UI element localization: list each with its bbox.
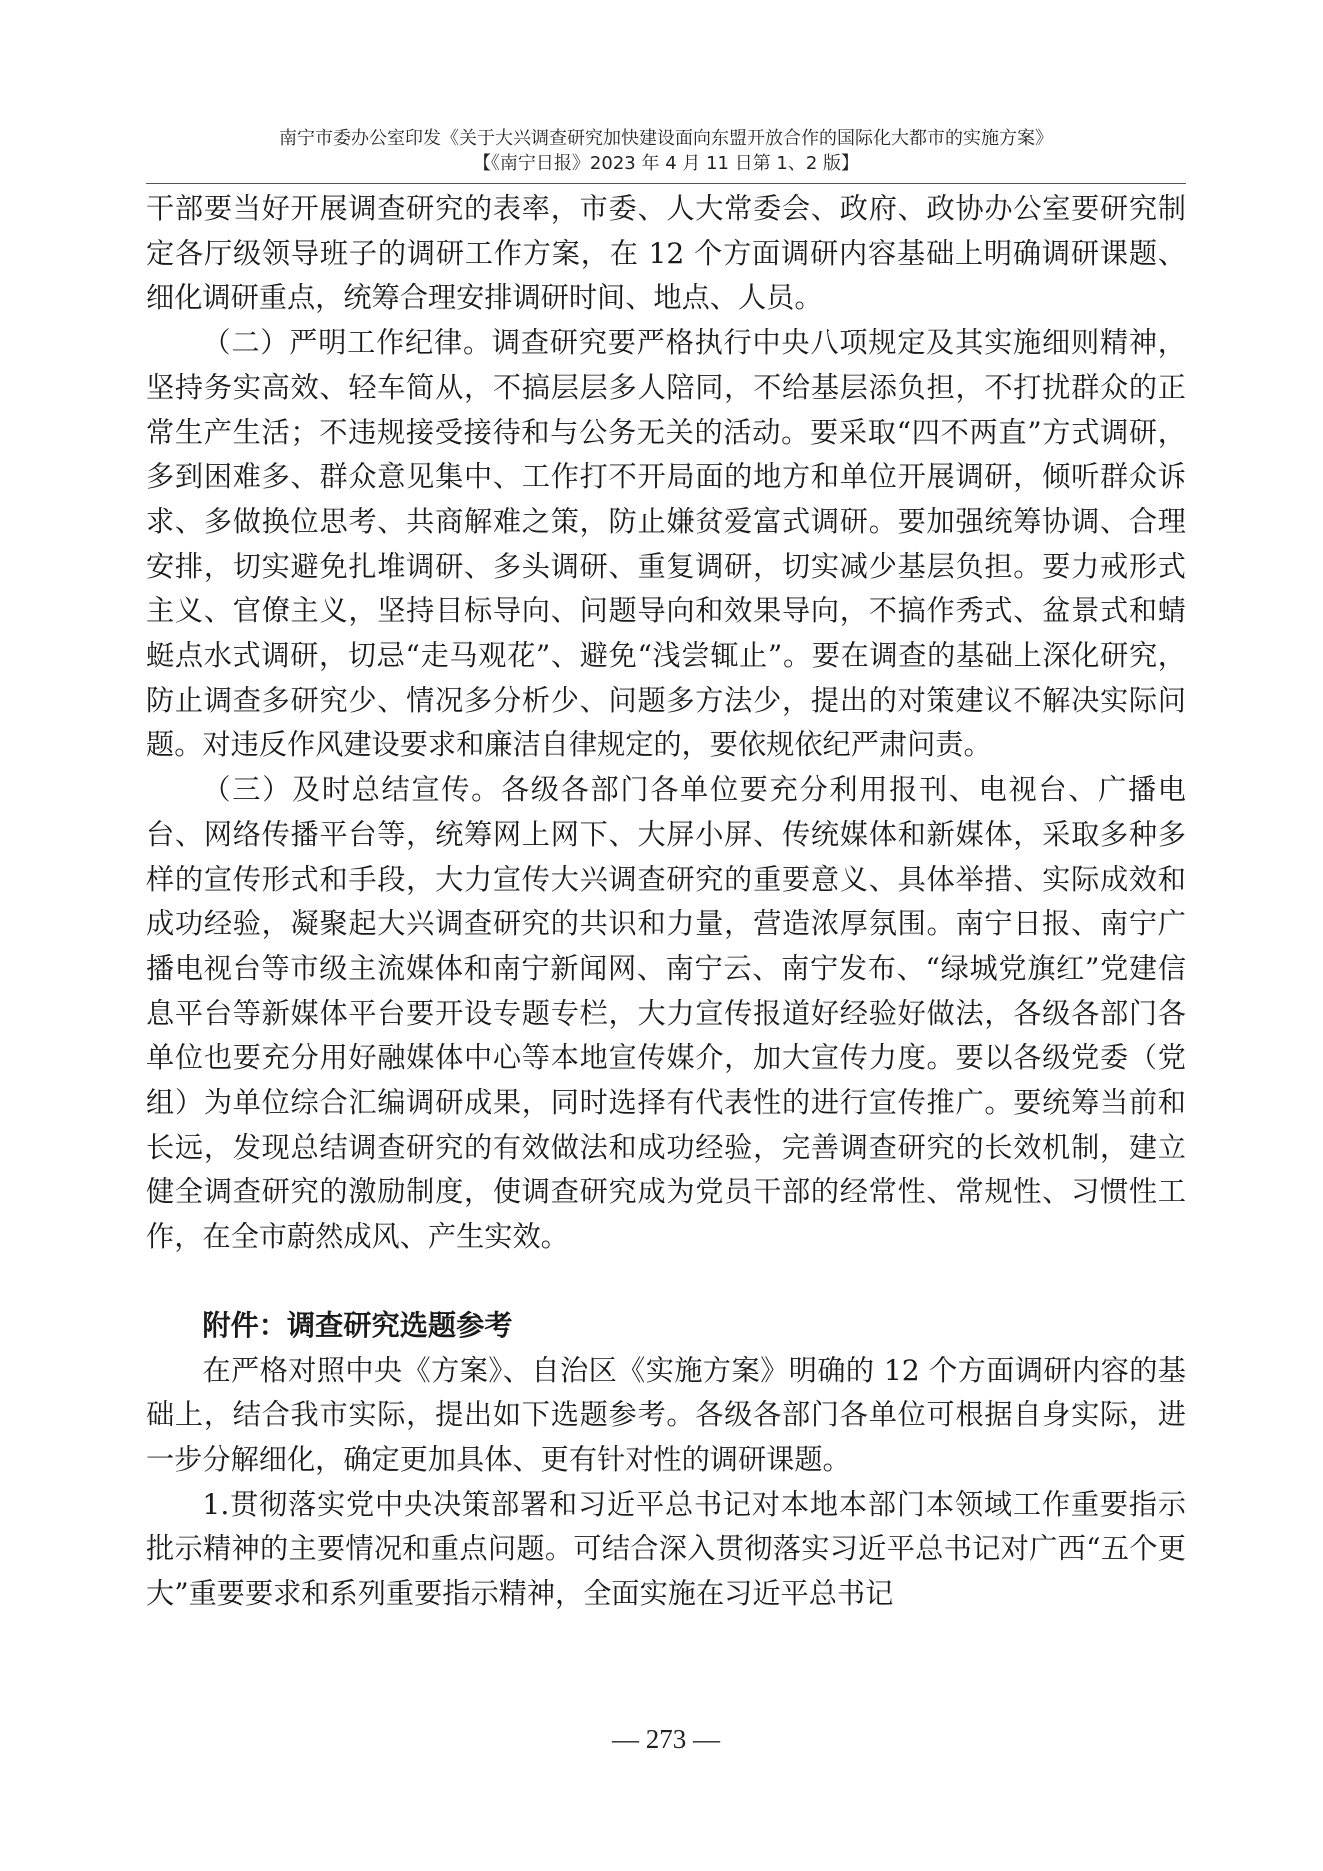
paragraph-topic-1: 1.贯彻落实党中央决策部署和习近平总书记对本地本部门本领域工作重要指示批示精神的主要情况和重点问题。可结合深入贯彻落实习近平总书记对广西“五个更大”重要要求和系列重要指示精神，全面实施在习近平总书记 [146,1487,1186,1611]
paragraph-work-discipline: （二）严明工作纪律。调查研究要严格执行中央八项规定及其实施细则精神，坚持务实高效、轻车简从，不搞层层多人陪同，不给基层添负担，不打扰群众的正常生产生活；不违规接受接待和与公务无关的活动。要采取“四不两直”方式调研，多到困难多、群众意见集中、工作打不开局面的地方和单位开展调研，倾听群众诉求、多做换位思考、共商解难之策，防止嫌贫爱富式调研。要加强统筹协调、合理安排，切实避免扎堆调研、多头调研、重复调研，切实减少基层负担。要力戒形式主义、官僚主义，坚持目标导向、问题导向和效果导向，不搞作秀式、盆景式和蜻蜓点水式调研，切忌“走马观花”、避免“浅尝辄止”。要在调查的基础上深化研究，防止调查多研究少、情况多分析少、问题多方法少，提出的对策建议不解决实际问题。对违反作风建设要求和廉洁自律规定的，要依规依纪严肃问责。 [146,326,1186,762]
header-title: 南宁市委办公室印发《关于大兴调查研究加快建设面向东盟开放合作的国际化大都市的实施方案》 [279,128,1053,149]
header-source: 【《南宁日报》2023 年 4 月 11 日第 1、2 版】 [472,153,860,174]
paragraph-continued: 干部要当好开展调查研究的表率，市委、人大常委会、政府、政协办公室要研究制定各厅级领导班子的调研工作方案，在 12 个方面调研内容基础上明确调研课题、细化调研重点，统筹合理安排调研时间、地点、人员。 [146,192,1186,315]
page-number: — 273 — [612,1724,720,1754]
running-header [146,126,1186,176]
header-divider [146,183,1186,184]
document-body [146,187,1186,1617]
attachment-heading: 附件：调查研究选题参考 [202,1308,513,1342]
paragraph-publicity: （三）及时总结宣传。各级各部门各单位要充分利用报刊、电视台、广播电台、网络传播平台等，统筹网上网下、大屏小屏、传统媒体和新媒体，采取多种多样的宣传形式和手段，大力宣传大兴调查研究的重要意义、具体举措、实际成效和成功经验，凝聚起大兴调查研究的共识和力量，营造浓厚氛围。南宁日报、南宁广播电视台等市级主流媒体和南宁新闻网、南宁云、南宁发布、“绿城党旗红”党建信息平台等新媒体平台要开设专题专栏，大力宣传报道好经验好做法，各级各部门各单位也要充分用好融媒体中心等本地宣传媒介，加大宣传力度。要以各级党委（党组）为单位综合汇编调研成果，同时选择有代表性的进行宣传推广。要统筹当前和长远，发现总结调查研究的有效做法和成功经验，完善调查研究的长效机制，建立健全调查研究的激励制度，使调查研究成为党员干部的经常性、常规性、习惯性工作，在全市蔚然成风、产生实效。 [146,773,1186,1254]
paragraph-attachment-intro: 在严格对照中央《方案》、自治区《实施方案》明确的 12 个方面调研内容的基础上，结合我市实际，提出如下选题参考。各级各部门各单位可根据自身实际，进一步分解细化，确定更加具体、更有针对性的调研课题。 [146,1353,1186,1476]
section-spacer [146,1260,1186,1304]
